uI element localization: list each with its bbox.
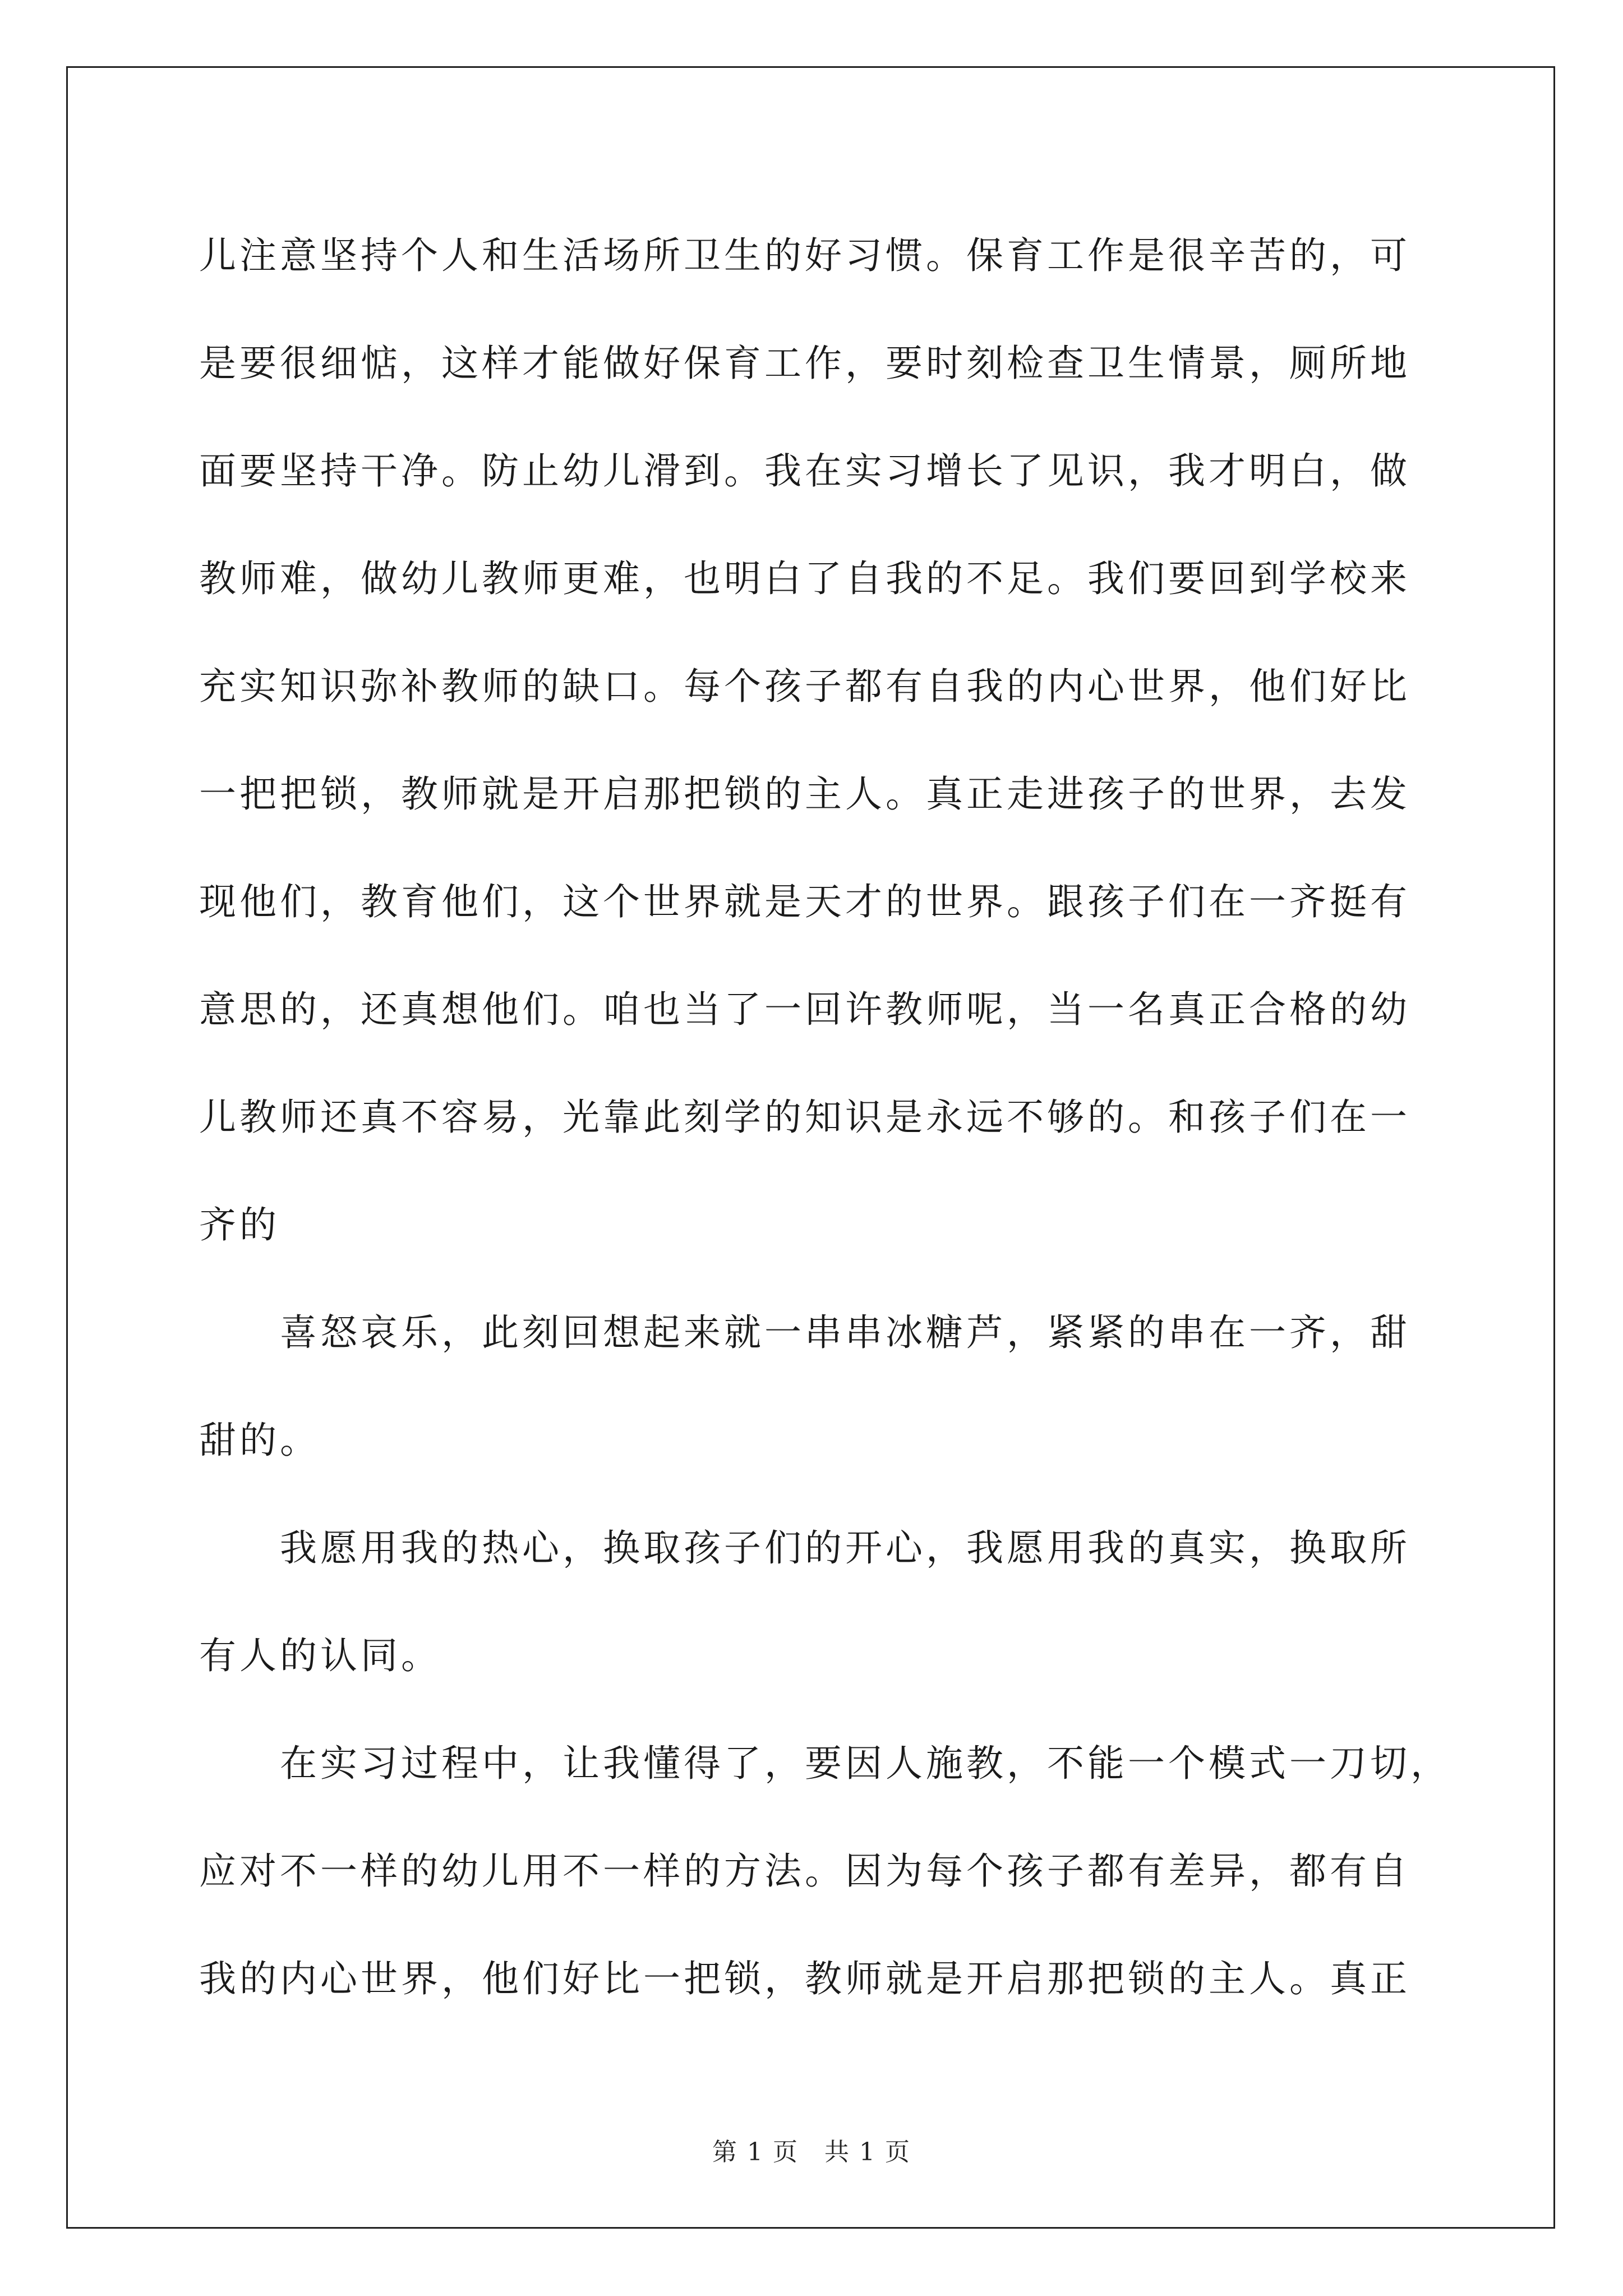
text-line: 意思的，还真想他们。咱也当了一回许教师呢，当一名真正合格的幼 <box>199 988 1410 1031</box>
paragraph-first-line: 喜怒哀乐，此刻回想起来就一串串冰糖芦，紧紧的串在一齐，甜 <box>199 1311 1410 1354</box>
text-line: 现他们，教育他们，这个世界就是天才的世界。跟孩子们在一齐挺有 <box>199 880 1410 923</box>
page-footer <box>0 2132 1623 2168</box>
text-line: 充实知识弥补教师的缺口。每个孩子都有自我的内心世界，他们好比 <box>199 665 1410 708</box>
text-line: 甜的。 <box>199 1419 320 1462</box>
document-body <box>199 202 1450 2033</box>
text-line: 儿注意坚持个人和生活场所卫生的好习惯。保育工作是很辛苦的，可 <box>199 234 1410 277</box>
paragraph-first-line: 在实习过程中，让我懂得了，要因人施教，不能一个模式一刀切， <box>199 1742 1451 1785</box>
text-line: 齐的 <box>199 1203 280 1246</box>
page-count: 共 1 页 <box>824 2138 911 2166</box>
text-line: 应对不一样的幼儿用不一样的方法。因为每个孩子都有差异，都有自 <box>199 1849 1410 1893</box>
text-line: 一把把锁，教师就是开启那把锁的主人。真正走进孩子的世界，去发 <box>199 772 1410 816</box>
text-line: 面要坚持干净。防止幼儿滑到。我在实习增长了见识，我才明白，做 <box>199 449 1410 493</box>
text-line: 儿教师还真不容易，光靠此刻学的知识是永远不够的。和孩子们在一 <box>199 1096 1410 1139</box>
text-line: 是要很细惦，这样才能做好保育工作，要时刻检查卫生情景，厕所地 <box>199 342 1410 385</box>
page-number: 第 1 页 <box>712 2138 799 2166</box>
text-line: 教师难，做幼儿教师更难，也明白了自我的不足。我们要回到学校来 <box>199 557 1410 600</box>
text-line: 有人的认同。 <box>199 1634 441 1677</box>
paragraph-first-line: 我愿用我的热心，换取孩子们的开心，我愿用我的真实，换取所 <box>199 1526 1410 1570</box>
text-line: 我的内心世界，他们好比一把锁，教师就是开启那把锁的主人。真正 <box>199 1957 1410 2000</box>
